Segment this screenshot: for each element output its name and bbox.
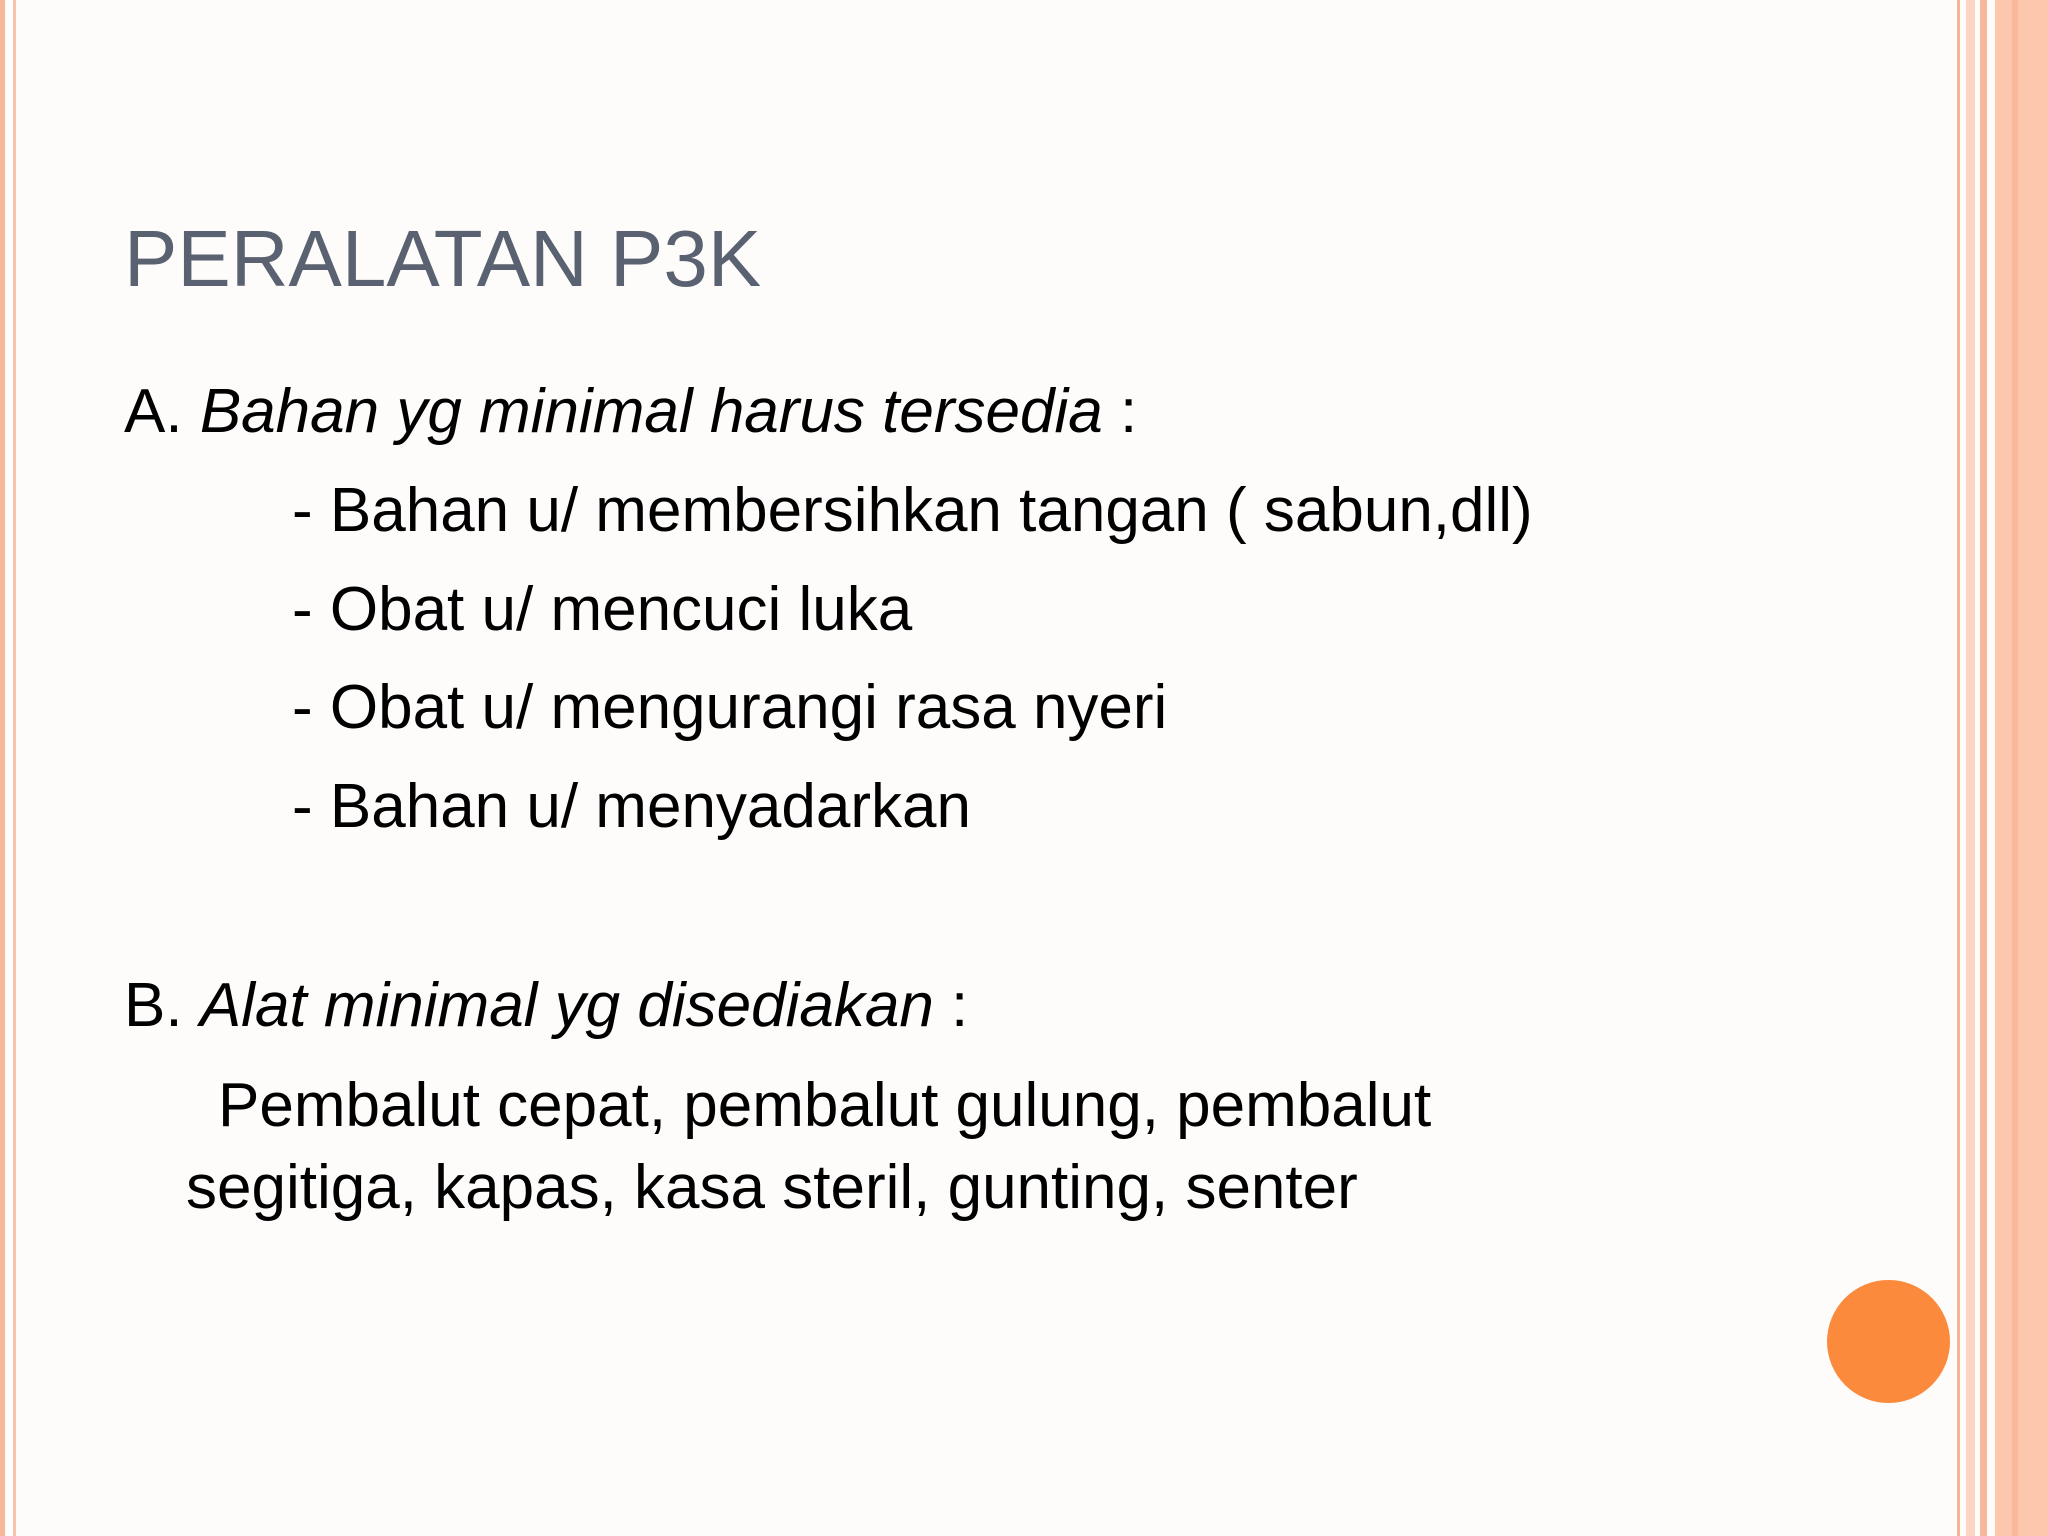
section-b-heading [124,970,968,1042]
orange-circle-decoration [1827,1280,1950,1403]
section-a-title: Bahan yg minimal harus tersedia [199,377,1103,446]
right-border-stripe-3 [1980,0,1987,1536]
slide-title: PERALATAN P3K [124,214,762,303]
left-border-stripe-inner [13,0,16,1536]
section-a-item: - Obat u/ mencuci luka [292,575,913,644]
section-b-colon: : [933,971,969,1040]
section-a-prefix: A. [124,377,200,446]
right-border-stripe-5 [2012,0,2018,1536]
section-a-item: - Bahan u/ menyadarkan [292,772,971,841]
left-border-stripe [0,0,5,1536]
right-border-band [1995,0,2048,1536]
section-a-colon: : [1102,377,1138,446]
section-b-prefix: B. [124,971,200,1040]
right-border-stripe-2 [1966,0,1975,1536]
right-border-stripe-1 [1957,0,1960,1536]
section-b-body-line: segitiga, kapas, kasa steril, gunting, senter [186,1153,1358,1222]
section-a-item: - Obat u/ mengurangi rasa nyeri [292,673,1168,742]
section-a-item: - Bahan u/ membersihkan tangan ( sabun,dll) [292,476,1533,545]
section-b-title: Alat minimal yg disediakan [199,971,934,1040]
section-b-body-line: Pembalut cepat, pembalut gulung, pembalut [218,1071,1432,1140]
section-a-heading [124,376,1137,448]
